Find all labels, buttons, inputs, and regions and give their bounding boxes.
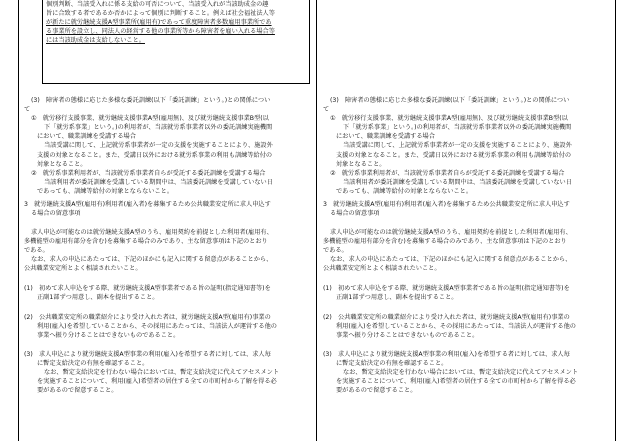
item-text: なお、暫定支給決定を行わない場合においては、暫定支給決定に代えてアセスメント — [44, 369, 280, 377]
item-1 — [317, 284, 616, 302]
section-3-training — [317, 96, 616, 196]
item-text: に暫定支給決定の有無を確認すること。 — [37, 360, 149, 368]
paragraph-line: である。 — [323, 247, 348, 255]
paragraph-line: 求人申込が可能なのは就労継続支援A型のうち、雇用契約を前提とした利用者(雇用有、 — [31, 229, 273, 236]
item-text: であっても、訓練等給付の対象とならないこと。 — [37, 187, 174, 195]
paragraph-line: 公共職業安定所とよく相談されたいこと。 — [323, 265, 441, 273]
item-text: 当該受講に関して、上記就労系事業者が一定の支援を実施することにより、施設外 — [343, 142, 572, 150]
paragraph-line: 求人申込が可能なのは就労継続支援A型のうち、雇用契約を前提とした利用者(雇用有、 — [330, 229, 572, 236]
item-text: (3) 求人申込により就労継続支援A型事業の利用(雇入)を希望する者に対しては、求人毎 — [24, 351, 271, 358]
item-text: 利用(雇入)を希望していることから、その採用にあたっては、当該法人が運営する他の — [37, 323, 277, 331]
paragraph-line: なお、求人の申込にあたっては、下記のほかにも記入に関する留意点があることから、 — [31, 256, 273, 264]
item-3 — [317, 350, 616, 395]
item-text: に暫定支給決定の有無を確認すること。 — [336, 360, 448, 368]
section-heading: (3) 障害者の態様に応じた多様な委託訓練(以下「委託訓練」という。)との関係につい — [330, 97, 570, 104]
section-heading: (3) 障害者の態様に応じた多様な委託訓練(以下「委託訓練」という。)との関係につい — [31, 97, 271, 104]
paragraph-line: 公共職業安定所とよく相談されたいこと。 — [24, 265, 142, 273]
item-text: ② 就労系事業利用者が、当該就労系事業者自らが受託する委託訓練を受講する場合 — [31, 169, 266, 177]
item-text: 正副1部ずつ用意し、副本を提出すること。 — [37, 294, 159, 302]
item-1 — [18, 284, 316, 302]
section-heading-cont: る場合の留意事項 — [31, 210, 81, 218]
item-text: 対象となること。 — [336, 160, 386, 168]
item-text: (1) 初めて求人申込をする際、就労継続支援A型事業者である旨の証明(指定通知書等)を — [323, 285, 570, 292]
item-text: において、職業訓練を受講する場合 — [336, 133, 435, 141]
item-text: であっても、訓練等給付の対象とならないこと。 — [336, 187, 473, 195]
item-text: (3) 求人申込により就労継続支援A型事業の利用(雇入)を希望する者に対しては、求人毎 — [323, 351, 570, 358]
item-3 — [18, 350, 316, 395]
box-line: が新たに就労継続支援A型事業所(雇用有)であって重度障害者多数雇用事業所であ — [46, 19, 272, 27]
item-2 — [18, 313, 316, 340]
item-text: 当該利用者が委託訓練を受講している期間中は、当該委託訓練を受講していない日 — [44, 178, 273, 186]
section-heading-cont: る場合の留意事項 — [330, 210, 380, 218]
section-a-type-recruitment — [18, 200, 316, 218]
section-heading-cont: て — [323, 106, 330, 114]
item-text: 下「就労系事業」という。)の利用者が、当該就労系事業者以外の委託訓練実施機関 — [44, 124, 273, 132]
item-text: 支援の対象となること。また、受講日以外における就労系事業の利用も訓練等給付の — [37, 151, 273, 159]
item-text: (2) 公共職業安定所の職業紹介により受け入れた者は、就労継続支援A型(雇用有)事業の — [24, 314, 271, 321]
item-text: 事業へ振り分けることはできないものであること。 — [37, 332, 180, 340]
section-intro — [317, 228, 616, 273]
item-text: 要があるので留意すること。 — [336, 387, 417, 395]
item-text: ② 就労系事業利用者が、当該就労系事業者自らが受託する委託訓練を受講する場合 — [330, 169, 565, 177]
item-text: において、職業訓練を受講する場合 — [37, 133, 136, 141]
box-line: る事業所を設立し、同法人の経営する他の事業所等から障害者を雇い入れる場合等 — [46, 28, 275, 36]
item-text: なお、暫定支給決定を行わない場合においては、暫定支給決定に代えてアセスメント — [343, 369, 579, 377]
item-2 — [317, 313, 616, 340]
item-text: ① 就労移行支援事業、就労継続支援事業A型(雇用無)、及び就労継続支援事業B型(以 — [31, 115, 269, 123]
item-text: 事業へ振り分けることはできないものであること。 — [336, 332, 479, 340]
box-line: 個別判断、当該受入れに係る支給の可否について、当該受入れが当該助成金の趣 — [46, 1, 269, 8]
left-column — [18, 0, 317, 441]
box-line: 旨に合致する者であるか否かによって個別に判断すること。例えば社会福祉法人等 — [46, 10, 275, 18]
item-text: (1) 初めて求人申込をする際、就労継続支援A型事業者である旨の証明(指定通知書等)を — [24, 285, 271, 292]
section-a-type-recruitment — [317, 200, 616, 218]
item-text: 支援の対象となること。また、受講日以外における就労系事業の利用も訓練等給付の — [336, 151, 572, 159]
item-text: 要があるので留意すること。 — [37, 387, 118, 395]
section-intro — [18, 228, 316, 273]
item-text: 当該受講に関して、上記就労系事業者が一定の支援を実施することにより、施設外 — [44, 142, 273, 150]
section-heading-cont: て — [24, 106, 31, 114]
item-text: 正副1部ずつ用意し、副本を提出すること。 — [336, 294, 458, 302]
section-3-training — [18, 96, 316, 196]
right-column — [317, 0, 616, 441]
paragraph-line: 多機能型の雇用有部分を含む)を募集する場合のみであり、主な留意事項は下記のとおり — [24, 238, 268, 246]
item-text: を実施することについて、利用(雇入)希望者の居住する全ての市町村から了解を得る必 — [37, 378, 277, 386]
section-heading: 3 就労継続支援A型(雇用有)利用者(雇入者)を募集するため公共職業安定所に求人申込す — [323, 201, 570, 208]
paragraph-line: なお、求人の申込にあたっては、下記のほかにも記入に関する留意点があることから、 — [330, 256, 572, 264]
item-text: 利用(雇入)を希望していることから、その採用にあたっては、当該法人が運営する他の — [336, 323, 576, 331]
item-text: ① 就労移行支援事業、就労継続支援事業A型(雇用無)、及び就労継続支援事業B型(以 — [330, 115, 568, 123]
paragraph-line: である。 — [24, 247, 49, 255]
item-text: を実施することについて、利用(雇入)希望者の居住する全ての市町村から了解を得る必 — [336, 378, 576, 386]
item-text: (2) 公共職業安定所の職業紹介により受け入れた者は、就労継続支援A型(雇用有)事業の — [323, 314, 570, 321]
amendment-box — [42, 0, 310, 84]
box-line: には当該助成金は支給しないこと。 — [46, 37, 145, 45]
section-heading: 3 就労継続支援A型(雇用有)利用者(雇入者)を募集するため公共職業安定所に求人申込す — [24, 201, 271, 208]
paragraph-line: 多機能型の雇用有部分を含む)を募集する場合のみであり、主な留意事項は下記のとおり — [323, 238, 567, 246]
item-text: 下「就労系事業」という。)の利用者が、当該就労系事業者以外の委託訓練実施機関 — [343, 124, 572, 132]
item-text: 対象となること。 — [37, 160, 87, 168]
item-text: 当該利用者が委託訓練を受講している期間中は、当該委託訓練を受講していない日 — [343, 178, 572, 186]
